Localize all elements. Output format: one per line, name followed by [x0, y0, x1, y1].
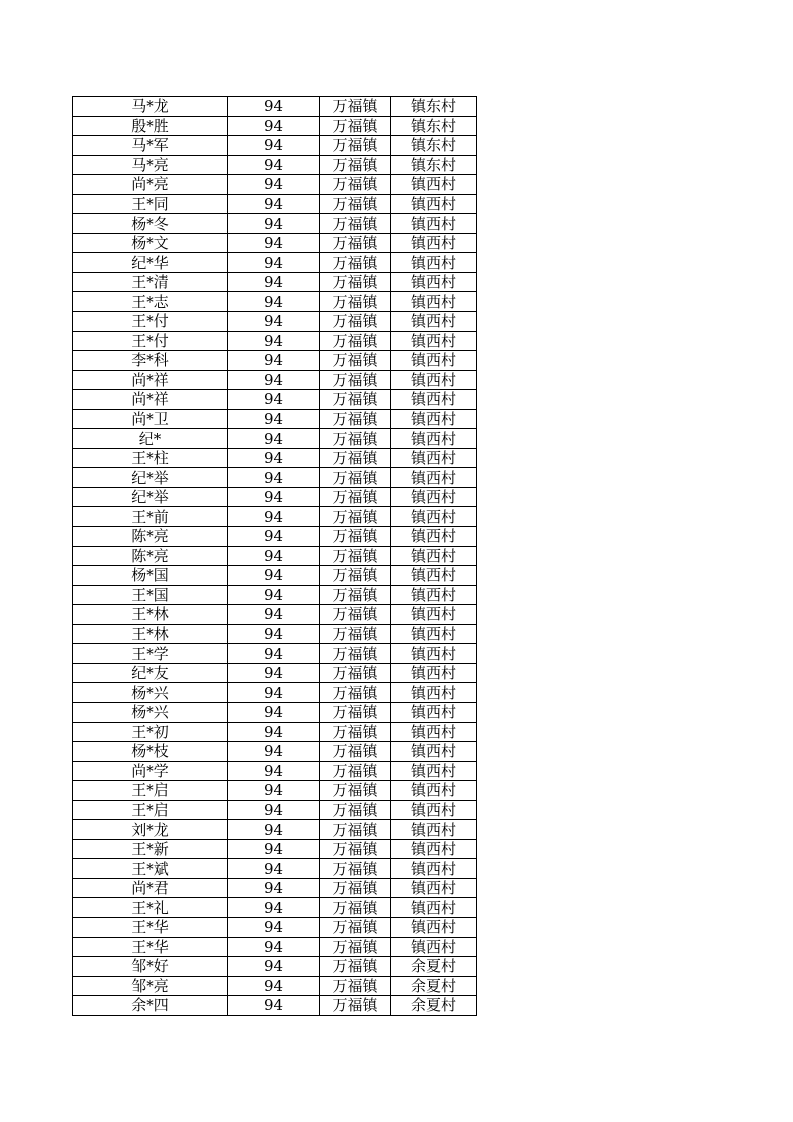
table-row	[73, 253, 477, 273]
name-cell: 尚*祥	[73, 370, 228, 390]
table-row	[73, 214, 477, 234]
town-cell: 万福镇	[320, 546, 391, 566]
table-row	[73, 351, 477, 371]
town-cell: 万福镇	[320, 292, 391, 312]
village-cell: 镇西村	[391, 742, 477, 762]
table-row	[73, 487, 477, 507]
village-cell: 镇东村	[391, 97, 477, 117]
name-cell: 尚*卫	[73, 409, 228, 429]
name-cell: 陈*亮	[73, 527, 228, 547]
table-row	[73, 312, 477, 332]
town-cell: 万福镇	[320, 351, 391, 371]
village-cell: 镇西村	[391, 820, 477, 840]
village-cell: 镇西村	[391, 390, 477, 410]
town-cell: 万福镇	[320, 644, 391, 664]
score-cell: 94	[228, 312, 320, 332]
table-row	[73, 820, 477, 840]
village-cell: 镇西村	[391, 722, 477, 742]
table-row	[73, 937, 477, 957]
name-cell: 王*志	[73, 292, 228, 312]
table-row	[73, 429, 477, 449]
name-cell: 王*初	[73, 722, 228, 742]
village-cell: 镇西村	[391, 878, 477, 898]
village-cell: 镇西村	[391, 468, 477, 488]
name-cell: 刘*龙	[73, 820, 228, 840]
village-cell: 余夏村	[391, 976, 477, 996]
score-cell: 94	[228, 214, 320, 234]
town-cell: 万福镇	[320, 527, 391, 547]
village-cell: 镇西村	[391, 761, 477, 781]
village-cell: 镇西村	[391, 917, 477, 937]
table-row	[73, 878, 477, 898]
table-row	[73, 566, 477, 586]
village-cell: 镇西村	[391, 898, 477, 918]
score-cell: 94	[228, 820, 320, 840]
table-row	[73, 644, 477, 664]
score-cell: 94	[228, 175, 320, 195]
table-row	[73, 390, 477, 410]
table-row	[73, 859, 477, 879]
town-cell: 万福镇	[320, 878, 391, 898]
table-row	[73, 800, 477, 820]
name-cell: 王*国	[73, 585, 228, 605]
name-cell: 王*启	[73, 781, 228, 801]
village-cell: 镇西村	[391, 487, 477, 507]
name-cell: 纪*举	[73, 468, 228, 488]
table-row	[73, 272, 477, 292]
town-cell: 万福镇	[320, 957, 391, 977]
score-cell: 94	[228, 136, 320, 156]
name-cell: 王*斌	[73, 859, 228, 879]
village-cell: 镇东村	[391, 116, 477, 136]
table-row	[73, 839, 477, 859]
name-cell: 殷*胜	[73, 116, 228, 136]
village-cell: 镇西村	[391, 253, 477, 273]
score-cell: 94	[228, 233, 320, 253]
table-row	[73, 976, 477, 996]
village-cell: 镇西村	[391, 292, 477, 312]
town-cell: 万福镇	[320, 917, 391, 937]
table-row	[73, 663, 477, 683]
town-cell: 万福镇	[320, 761, 391, 781]
name-cell: 王*礼	[73, 898, 228, 918]
town-cell: 万福镇	[320, 409, 391, 429]
village-cell: 镇西村	[391, 781, 477, 801]
town-cell: 万福镇	[320, 663, 391, 683]
village-cell: 镇西村	[391, 624, 477, 644]
village-cell: 镇西村	[391, 272, 477, 292]
town-cell: 万福镇	[320, 800, 391, 820]
town-cell: 万福镇	[320, 253, 391, 273]
table-row	[73, 448, 477, 468]
score-cell: 94	[228, 253, 320, 273]
name-cell: 王*新	[73, 839, 228, 859]
score-cell: 94	[228, 976, 320, 996]
name-cell: 王*华	[73, 937, 228, 957]
name-cell: 陈*亮	[73, 546, 228, 566]
table-row	[73, 292, 477, 312]
table-row	[73, 957, 477, 977]
village-cell: 镇西村	[391, 566, 477, 586]
village-cell: 镇西村	[391, 175, 477, 195]
table-row	[73, 585, 477, 605]
name-cell: 王*付	[73, 312, 228, 332]
village-cell: 镇东村	[391, 155, 477, 175]
score-cell: 94	[228, 585, 320, 605]
table-row	[73, 194, 477, 214]
town-cell: 万福镇	[320, 722, 391, 742]
score-cell: 94	[228, 624, 320, 644]
town-cell: 万福镇	[320, 702, 391, 722]
name-cell: 尚*祥	[73, 390, 228, 410]
score-cell: 94	[228, 351, 320, 371]
village-cell: 镇西村	[391, 702, 477, 722]
name-cell: 杨*兴	[73, 702, 228, 722]
town-cell: 万福镇	[320, 370, 391, 390]
village-cell: 镇西村	[391, 800, 477, 820]
score-cell: 94	[228, 507, 320, 527]
table-row	[73, 898, 477, 918]
village-cell: 镇西村	[391, 937, 477, 957]
name-cell: 杨*枝	[73, 742, 228, 762]
score-cell: 94	[228, 800, 320, 820]
table-row	[73, 370, 477, 390]
town-cell: 万福镇	[320, 624, 391, 644]
score-cell: 94	[228, 937, 320, 957]
town-cell: 万福镇	[320, 683, 391, 703]
name-cell: 王*前	[73, 507, 228, 527]
table-row	[73, 761, 477, 781]
town-cell: 万福镇	[320, 585, 391, 605]
table-row	[73, 683, 477, 703]
score-cell: 94	[228, 683, 320, 703]
table-row	[73, 917, 477, 937]
town-cell: 万福镇	[320, 331, 391, 351]
village-cell: 镇西村	[391, 448, 477, 468]
score-cell: 94	[228, 292, 320, 312]
town-cell: 万福镇	[320, 820, 391, 840]
town-cell: 万福镇	[320, 312, 391, 332]
score-cell: 94	[228, 370, 320, 390]
table-row	[73, 409, 477, 429]
table-row	[73, 605, 477, 625]
town-cell: 万福镇	[320, 155, 391, 175]
village-cell: 镇西村	[391, 194, 477, 214]
town-cell: 万福镇	[320, 448, 391, 468]
name-cell: 邹*亮	[73, 976, 228, 996]
town-cell: 万福镇	[320, 605, 391, 625]
village-cell: 余夏村	[391, 957, 477, 977]
table-row	[73, 527, 477, 547]
village-cell: 镇西村	[391, 370, 477, 390]
town-cell: 万福镇	[320, 566, 391, 586]
town-cell: 万福镇	[320, 214, 391, 234]
table-body	[73, 97, 477, 1016]
score-cell: 94	[228, 194, 320, 214]
data-table	[72, 96, 477, 1016]
village-cell: 镇西村	[391, 527, 477, 547]
name-cell: 王*付	[73, 331, 228, 351]
name-cell: 李*科	[73, 351, 228, 371]
table-row	[73, 742, 477, 762]
name-cell: 王*清	[73, 272, 228, 292]
name-cell: 尚*学	[73, 761, 228, 781]
score-cell: 94	[228, 429, 320, 449]
town-cell: 万福镇	[320, 839, 391, 859]
village-cell: 镇西村	[391, 605, 477, 625]
table-row	[73, 546, 477, 566]
name-cell: 马*龙	[73, 97, 228, 117]
village-cell: 镇西村	[391, 663, 477, 683]
town-cell: 万福镇	[320, 937, 391, 957]
score-cell: 94	[228, 155, 320, 175]
village-cell: 镇西村	[391, 429, 477, 449]
town-cell: 万福镇	[320, 429, 391, 449]
score-cell: 94	[228, 116, 320, 136]
village-cell: 镇西村	[391, 409, 477, 429]
town-cell: 万福镇	[320, 468, 391, 488]
town-cell: 万福镇	[320, 136, 391, 156]
town-cell: 万福镇	[320, 272, 391, 292]
name-cell: 尚*亮	[73, 175, 228, 195]
name-cell: 邹*好	[73, 957, 228, 977]
name-cell: 杨*冬	[73, 214, 228, 234]
score-cell: 94	[228, 781, 320, 801]
town-cell: 万福镇	[320, 976, 391, 996]
score-cell: 94	[228, 468, 320, 488]
name-cell: 余*四	[73, 996, 228, 1016]
table-row	[73, 507, 477, 527]
score-cell: 94	[228, 605, 320, 625]
town-cell: 万福镇	[320, 507, 391, 527]
name-cell: 纪*友	[73, 663, 228, 683]
town-cell: 万福镇	[320, 233, 391, 253]
score-cell: 94	[228, 97, 320, 117]
score-cell: 94	[228, 859, 320, 879]
name-cell: 王*林	[73, 624, 228, 644]
table-row	[73, 781, 477, 801]
name-cell: 王*同	[73, 194, 228, 214]
score-cell: 94	[228, 917, 320, 937]
score-cell: 94	[228, 878, 320, 898]
town-cell: 万福镇	[320, 116, 391, 136]
score-cell: 94	[228, 566, 320, 586]
score-cell: 94	[228, 898, 320, 918]
village-cell: 镇西村	[391, 683, 477, 703]
name-cell: 王*学	[73, 644, 228, 664]
score-cell: 94	[228, 761, 320, 781]
village-cell: 镇西村	[391, 644, 477, 664]
village-cell: 镇西村	[391, 507, 477, 527]
town-cell: 万福镇	[320, 487, 391, 507]
town-cell: 万福镇	[320, 742, 391, 762]
name-cell: 杨*文	[73, 233, 228, 253]
score-cell: 94	[228, 957, 320, 977]
town-cell: 万福镇	[320, 390, 391, 410]
score-cell: 94	[228, 272, 320, 292]
town-cell: 万福镇	[320, 194, 391, 214]
score-cell: 94	[228, 644, 320, 664]
name-cell: 杨*国	[73, 566, 228, 586]
name-cell: 杨*兴	[73, 683, 228, 703]
table-row	[73, 175, 477, 195]
village-cell: 镇西村	[391, 351, 477, 371]
table-row	[73, 233, 477, 253]
table-row	[73, 136, 477, 156]
table-row	[73, 996, 477, 1016]
village-cell: 镇东村	[391, 136, 477, 156]
table-row	[73, 468, 477, 488]
town-cell: 万福镇	[320, 97, 391, 117]
village-cell: 镇西村	[391, 233, 477, 253]
town-cell: 万福镇	[320, 996, 391, 1016]
village-cell: 镇西村	[391, 546, 477, 566]
town-cell: 万福镇	[320, 859, 391, 879]
table-row	[73, 624, 477, 644]
table-row	[73, 331, 477, 351]
table-row	[73, 155, 477, 175]
table-row	[73, 97, 477, 117]
table-row	[73, 702, 477, 722]
table-row	[73, 116, 477, 136]
town-cell: 万福镇	[320, 898, 391, 918]
name-cell: 马*亮	[73, 155, 228, 175]
town-cell: 万福镇	[320, 781, 391, 801]
name-cell: 马*军	[73, 136, 228, 156]
score-cell: 94	[228, 527, 320, 547]
score-cell: 94	[228, 546, 320, 566]
score-cell: 94	[228, 839, 320, 859]
name-cell: 纪*	[73, 429, 228, 449]
score-cell: 94	[228, 722, 320, 742]
town-cell: 万福镇	[320, 175, 391, 195]
village-cell: 镇西村	[391, 312, 477, 332]
name-cell: 王*柱	[73, 448, 228, 468]
table-row	[73, 722, 477, 742]
score-cell: 94	[228, 390, 320, 410]
score-cell: 94	[228, 663, 320, 683]
name-cell: 纪*举	[73, 487, 228, 507]
village-cell: 镇西村	[391, 331, 477, 351]
name-cell: 王*华	[73, 917, 228, 937]
score-cell: 94	[228, 996, 320, 1016]
village-cell: 镇西村	[391, 839, 477, 859]
village-cell: 镇西村	[391, 585, 477, 605]
name-cell: 纪*华	[73, 253, 228, 273]
village-cell: 镇西村	[391, 214, 477, 234]
score-cell: 94	[228, 409, 320, 429]
score-cell: 94	[228, 331, 320, 351]
name-cell: 王*林	[73, 605, 228, 625]
score-cell: 94	[228, 742, 320, 762]
name-cell: 尚*君	[73, 878, 228, 898]
village-cell: 余夏村	[391, 996, 477, 1016]
village-cell: 镇西村	[391, 859, 477, 879]
score-cell: 94	[228, 702, 320, 722]
score-cell: 94	[228, 487, 320, 507]
score-cell: 94	[228, 448, 320, 468]
name-cell: 王*启	[73, 800, 228, 820]
